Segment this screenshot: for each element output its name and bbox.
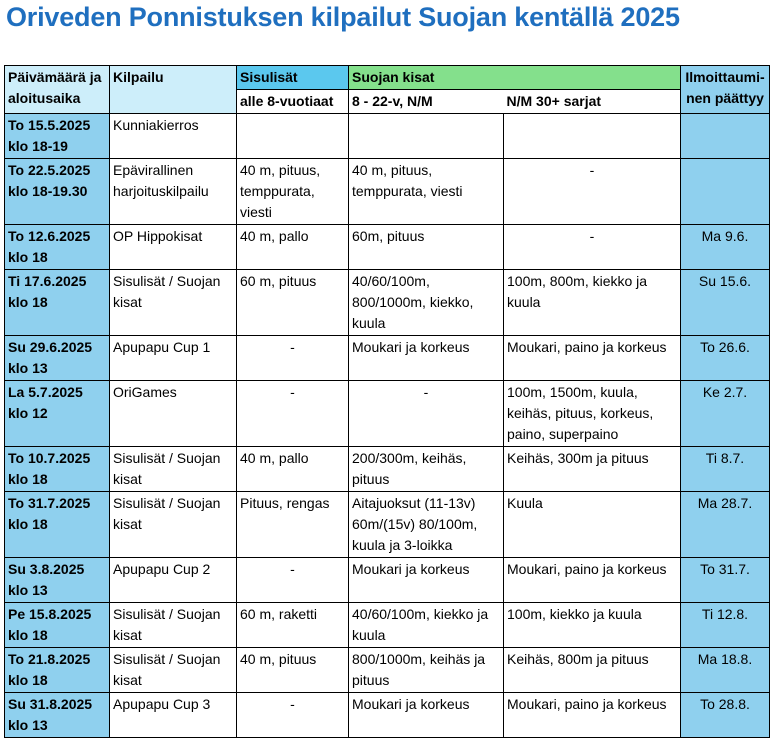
date-cell: Su 31.8.2025 klo 13: [5, 693, 110, 738]
competition-schedule-table: [4, 65, 770, 738]
suojan-8-22-cell: -: [349, 381, 504, 447]
table-row: [5, 114, 770, 159]
suojan-8-22-cell: 40/60/100m, kiekko ja kuula: [349, 603, 504, 648]
table-row: [5, 648, 770, 693]
kilpailu-cell: OriGames: [110, 381, 237, 447]
suojan-8-22-cell: Aitajuoksut (11-13v) 60m/(15v) 80/100m, kuula ja 3-loikka: [349, 492, 504, 558]
suojan-30plus-cell: 100m, 800m, kiekko ja kuula: [504, 270, 681, 336]
date-cell: To 15.5.2025 klo 18-19: [5, 114, 110, 159]
suojan-8-22-cell: Moukari ja korkeus: [349, 693, 504, 738]
sisulisat-cell: 40 m, pallo: [237, 225, 349, 270]
sisulisat-cell: 40 m, pallo: [237, 447, 349, 492]
suojan-30plus-cell: Moukari, paino ja korkeus: [504, 558, 681, 603]
sisulisat-cell: -: [237, 336, 349, 381]
table-row: [5, 159, 770, 225]
suojan-8-22-cell: [349, 114, 504, 159]
deadline-cell: Ma 28.7.: [681, 492, 770, 558]
suojan-8-22-cell: 60m, pituus: [349, 225, 504, 270]
table-row: [5, 603, 770, 648]
kilpailu-cell: Sisulisät / Suojan kisat: [110, 447, 237, 492]
suojan-30plus-cell: Kuula: [504, 492, 681, 558]
suojan-30plus-cell: Keihäs, 300m ja pituus: [504, 447, 681, 492]
kilpailu-cell: Apupapu Cup 2: [110, 558, 237, 603]
header-sisulisat-sub: alle 8-vuotiaat: [237, 90, 349, 114]
suojan-8-22-cell: 40/60/100m, 800/1000m, kiekko, kuula: [349, 270, 504, 336]
table-row: [5, 492, 770, 558]
date-cell: Su 29.6.2025 klo 13: [5, 336, 110, 381]
sisulisat-cell: 60 m, pituus: [237, 270, 349, 336]
deadline-cell: Ke 2.7.: [681, 381, 770, 447]
suojan-30plus-cell: [504, 114, 681, 159]
suojan-8-22-cell: 40 m, pituus, temppurata, viesti: [349, 159, 504, 225]
deadline-cell: Ti 12.8.: [681, 603, 770, 648]
header-suojan-sub2: N/M 30+ sarjat: [504, 90, 681, 114]
date-cell: La 5.7.2025 klo 12: [5, 381, 110, 447]
header-sisulisat: Sisulisät: [237, 66, 349, 90]
deadline-cell: [681, 159, 770, 225]
sisulisat-cell: 40 m, pituus, temppurata, viesti: [237, 159, 349, 225]
table-row: [5, 693, 770, 738]
kilpailu-cell: Kunniakierros: [110, 114, 237, 159]
sisulisat-cell: [237, 114, 349, 159]
table-row: [5, 381, 770, 447]
table-row: [5, 336, 770, 381]
kilpailu-cell: Epävirallinen harjoituskilpailu: [110, 159, 237, 225]
suojan-30plus-cell: -: [504, 225, 681, 270]
deadline-cell: Ma 18.8.: [681, 648, 770, 693]
kilpailu-cell: OP Hippokisat: [110, 225, 237, 270]
page-title: Oriveden Ponnistuksen kilpailut Suojan kentällä 2025: [6, 2, 680, 32]
table-row: [5, 225, 770, 270]
kilpailu-cell: Sisulisät / Suojan kisat: [110, 648, 237, 693]
table-row: [5, 447, 770, 492]
deadline-cell: [681, 114, 770, 159]
date-cell: To 22.5.2025 klo 18-19.30: [5, 159, 110, 225]
kilpailu-cell: Apupapu Cup 3: [110, 693, 237, 738]
table-row: [5, 270, 770, 336]
suojan-8-22-cell: 800/1000m, keihäs ja pituus: [349, 648, 504, 693]
sisulisat-cell: 60 m, raketti: [237, 603, 349, 648]
suojan-30plus-cell: Moukari, paino ja korkeus: [504, 336, 681, 381]
date-cell: Ti 17.6.2025 klo 18: [5, 270, 110, 336]
header-suojan-sub1: 8 - 22-v, N/M: [349, 90, 504, 114]
kilpailu-cell: Sisulisät / Suojan kisat: [110, 603, 237, 648]
kilpailu-cell: Apupapu Cup 1: [110, 336, 237, 381]
date-cell: To 10.7.2025 klo 18: [5, 447, 110, 492]
kilpailu-cell: Sisulisät / Suojan kisat: [110, 270, 237, 336]
suojan-30plus-cell: Keihäs, 800m ja pituus: [504, 648, 681, 693]
deadline-cell: Su 15.6.: [681, 270, 770, 336]
deadline-cell: Ti 8.7.: [681, 447, 770, 492]
date-cell: To 12.6.2025 klo 18: [5, 225, 110, 270]
deadline-cell: Ma 9.6.: [681, 225, 770, 270]
suojan-8-22-cell: Moukari ja korkeus: [349, 336, 504, 381]
deadline-cell: To 31.7.: [681, 558, 770, 603]
header-row: [5, 66, 770, 90]
sisulisat-cell: -: [237, 558, 349, 603]
suojan-30plus-cell: -: [504, 159, 681, 225]
header-date: Päivämäärä ja aloitusaika: [5, 66, 110, 114]
deadline-cell: To 26.6.: [681, 336, 770, 381]
header-kilpailu: Kilpailu: [110, 66, 237, 114]
table-row: [5, 558, 770, 603]
date-cell: Pe 15.8.2025 klo 18: [5, 603, 110, 648]
header-suojan-kisat: Suojan kisat: [349, 66, 681, 90]
suojan-30plus-cell: Moukari, paino ja korkeus: [504, 693, 681, 738]
kilpailu-cell: Sisulisät / Suojan kisat: [110, 492, 237, 558]
suojan-30plus-cell: 100m, 1500m, kuula, keihäs, pituus, korkeus, paino, superpaino: [504, 381, 681, 447]
sisulisat-cell: -: [237, 693, 349, 738]
deadline-cell: To 28.8.: [681, 693, 770, 738]
header-ilmoittautuminen: Ilmoittaumi-nen päättyy: [681, 66, 770, 114]
date-cell: To 21.8.2025 klo 18: [5, 648, 110, 693]
date-cell: To 31.7.2025 klo 18: [5, 492, 110, 558]
date-cell: Su 3.8.2025 klo 13: [5, 558, 110, 603]
suojan-8-22-cell: Moukari ja korkeus: [349, 558, 504, 603]
sisulisat-cell: 40 m, pituus: [237, 648, 349, 693]
sisulisat-cell: -: [237, 381, 349, 447]
suojan-8-22-cell: 200/300m, keihäs, pituus: [349, 447, 504, 492]
suojan-30plus-cell: 100m, kiekko ja kuula: [504, 603, 681, 648]
sisulisat-cell: Pituus, rengas: [237, 492, 349, 558]
